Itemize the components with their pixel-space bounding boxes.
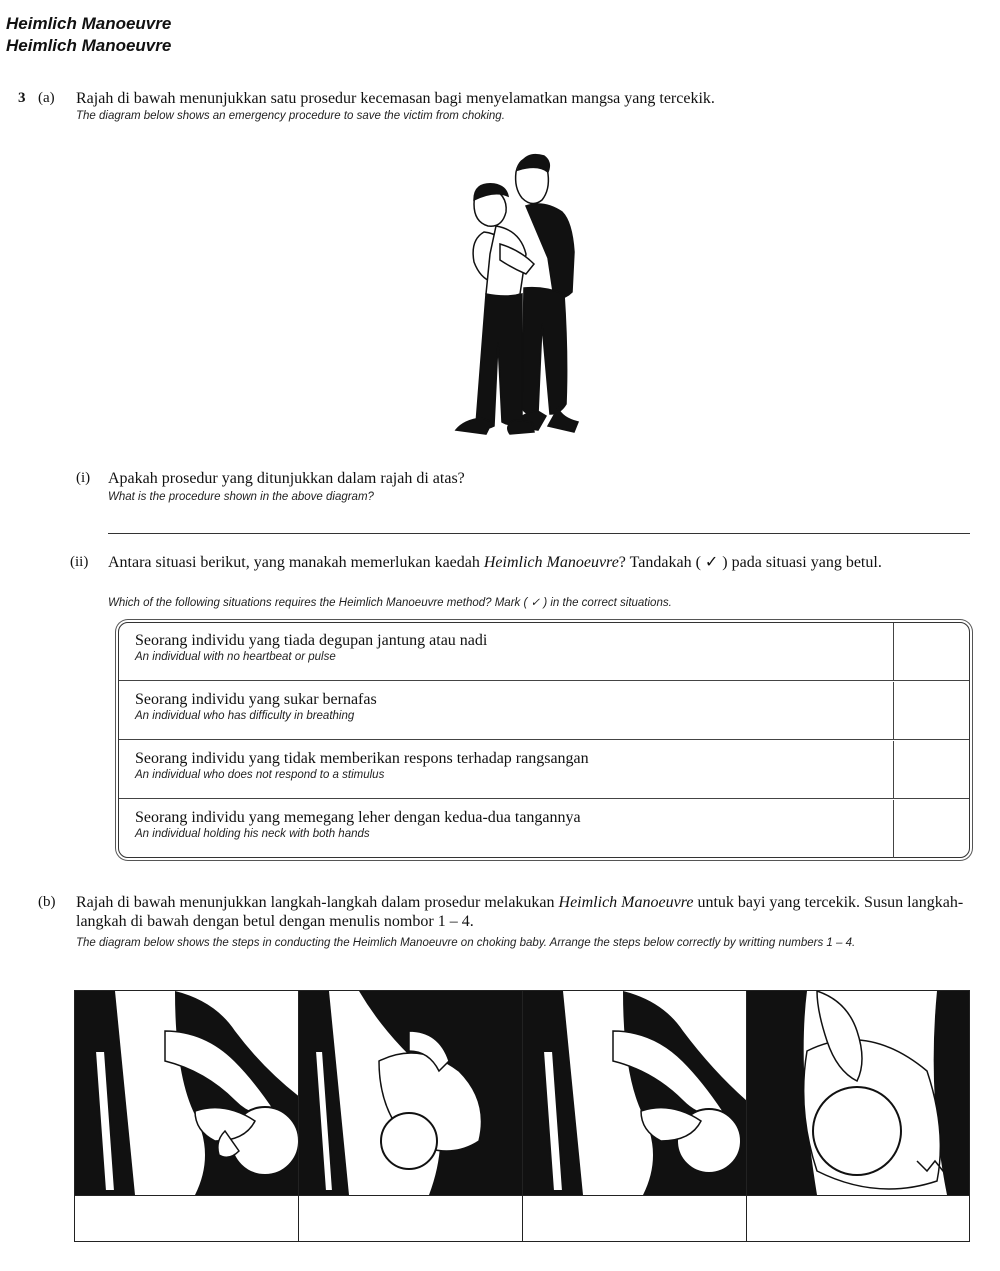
situation-text-ms: Seorang individu yang tiada degupan jantung atau nadi xyxy=(135,632,488,649)
situation-row xyxy=(119,800,969,858)
situation-checkbox[interactable] xyxy=(893,682,969,739)
step-answer-box-1[interactable] xyxy=(75,1195,299,1241)
sub-ii-text-ms-part1: Antara situasi berikut, yang manakah memerlukan kaedah xyxy=(108,554,480,571)
part-a-stem-ms: Rajah di bawah menunjukkan satu prosedur kecemasan bagi menyelamatkan mangsa yang tercekik. xyxy=(76,90,715,107)
step-3-illustration xyxy=(523,991,747,1195)
part-b-term: Heimlich Manoeuvre xyxy=(558,894,694,911)
step-1-illustration xyxy=(75,991,299,1195)
part-b-text-ms xyxy=(76,893,974,931)
sub-i-label: (i) xyxy=(76,470,91,486)
page-title: Heimlich Manoeuvre xyxy=(6,14,172,33)
situation-text-ms: Seorang individu yang memegang leher dengan kedua-dua tangannya xyxy=(135,809,581,826)
step-answer-box-4[interactable] xyxy=(747,1195,969,1241)
step-2-illustration xyxy=(299,991,523,1195)
step-4-illustration xyxy=(747,991,969,1195)
answer-line[interactable] xyxy=(108,532,970,534)
page-subtitle: Heimlich Manoeuvre xyxy=(6,36,172,55)
sub-i-text-en: What is the procedure shown in the above diagram? xyxy=(108,491,374,503)
sub-ii-text-en: Which of the following situations requires the Heimlich Manoeuvre method? Mark ( ✓ ) in the correct situations. xyxy=(108,597,672,609)
victim-figure xyxy=(456,184,534,434)
situation-checkbox[interactable] xyxy=(893,800,969,858)
sub-ii-text-ms xyxy=(108,553,972,572)
steps-figure xyxy=(74,990,970,1242)
step-panel-2 xyxy=(299,991,523,1195)
step-answer-box-2[interactable] xyxy=(299,1195,523,1241)
situation-text-en: An individual who does not respond to a stimulus xyxy=(135,769,385,781)
step-panel-4 xyxy=(747,991,969,1195)
situation-row xyxy=(119,741,969,799)
situation-text-ms: Seorang individu yang sukar bernafas xyxy=(135,691,377,708)
heimlich-diagram xyxy=(440,148,600,450)
situations-table xyxy=(118,622,970,858)
situation-text-en: An individual who has difficulty in breathing xyxy=(135,710,355,722)
part-b-text-ms-part1: Rajah di bawah menunjukkan langkah-langkah dalam prosedur melakukan xyxy=(76,894,555,911)
situation-text-en: An individual holding his neck with both hands xyxy=(135,828,370,840)
situation-checkbox[interactable] xyxy=(893,623,969,680)
sub-ii-label: (ii) xyxy=(70,554,89,570)
part-a-stem-en: The diagram below shows an emergency procedure to save the victim from choking. xyxy=(76,110,505,122)
part-a-label: (a) xyxy=(38,90,55,106)
step-panel-3 xyxy=(523,991,747,1195)
situation-checkbox[interactable] xyxy=(893,741,969,798)
part-b-label: (b) xyxy=(38,894,56,910)
step-answer-box-3[interactable] xyxy=(523,1195,747,1241)
question-number: 3 xyxy=(18,90,26,106)
sub-ii-term: Heimlich Manoeuvre xyxy=(483,554,619,571)
part-b-text-ms-part2: untuk bayi yang tercekik. Susun langkah-langkah di bawah dengan betul dengan menulis nombor 1 – 4. xyxy=(76,894,964,930)
step-panel-1 xyxy=(75,991,299,1195)
situation-text-ms: Seorang individu yang tidak memberikan respons terhadap rangsangan xyxy=(135,750,589,767)
situation-row xyxy=(119,682,969,740)
part-b-text-en: The diagram below shows the steps in conducting the Heimlich Manoeuvre on choking baby. Arrange the steps below correctly by writting numbers 1 – 4. xyxy=(76,937,856,949)
situation-row xyxy=(119,623,969,681)
sub-ii-text-ms-part2: ? Tandakah ( ✓ ) pada situasi yang betul. xyxy=(618,554,882,571)
situation-text-en: An individual with no heartbeat or pulse xyxy=(135,651,336,663)
sub-i-text-ms: Apakah prosedur yang ditunjukkan dalam rajah di atas? xyxy=(108,470,465,487)
